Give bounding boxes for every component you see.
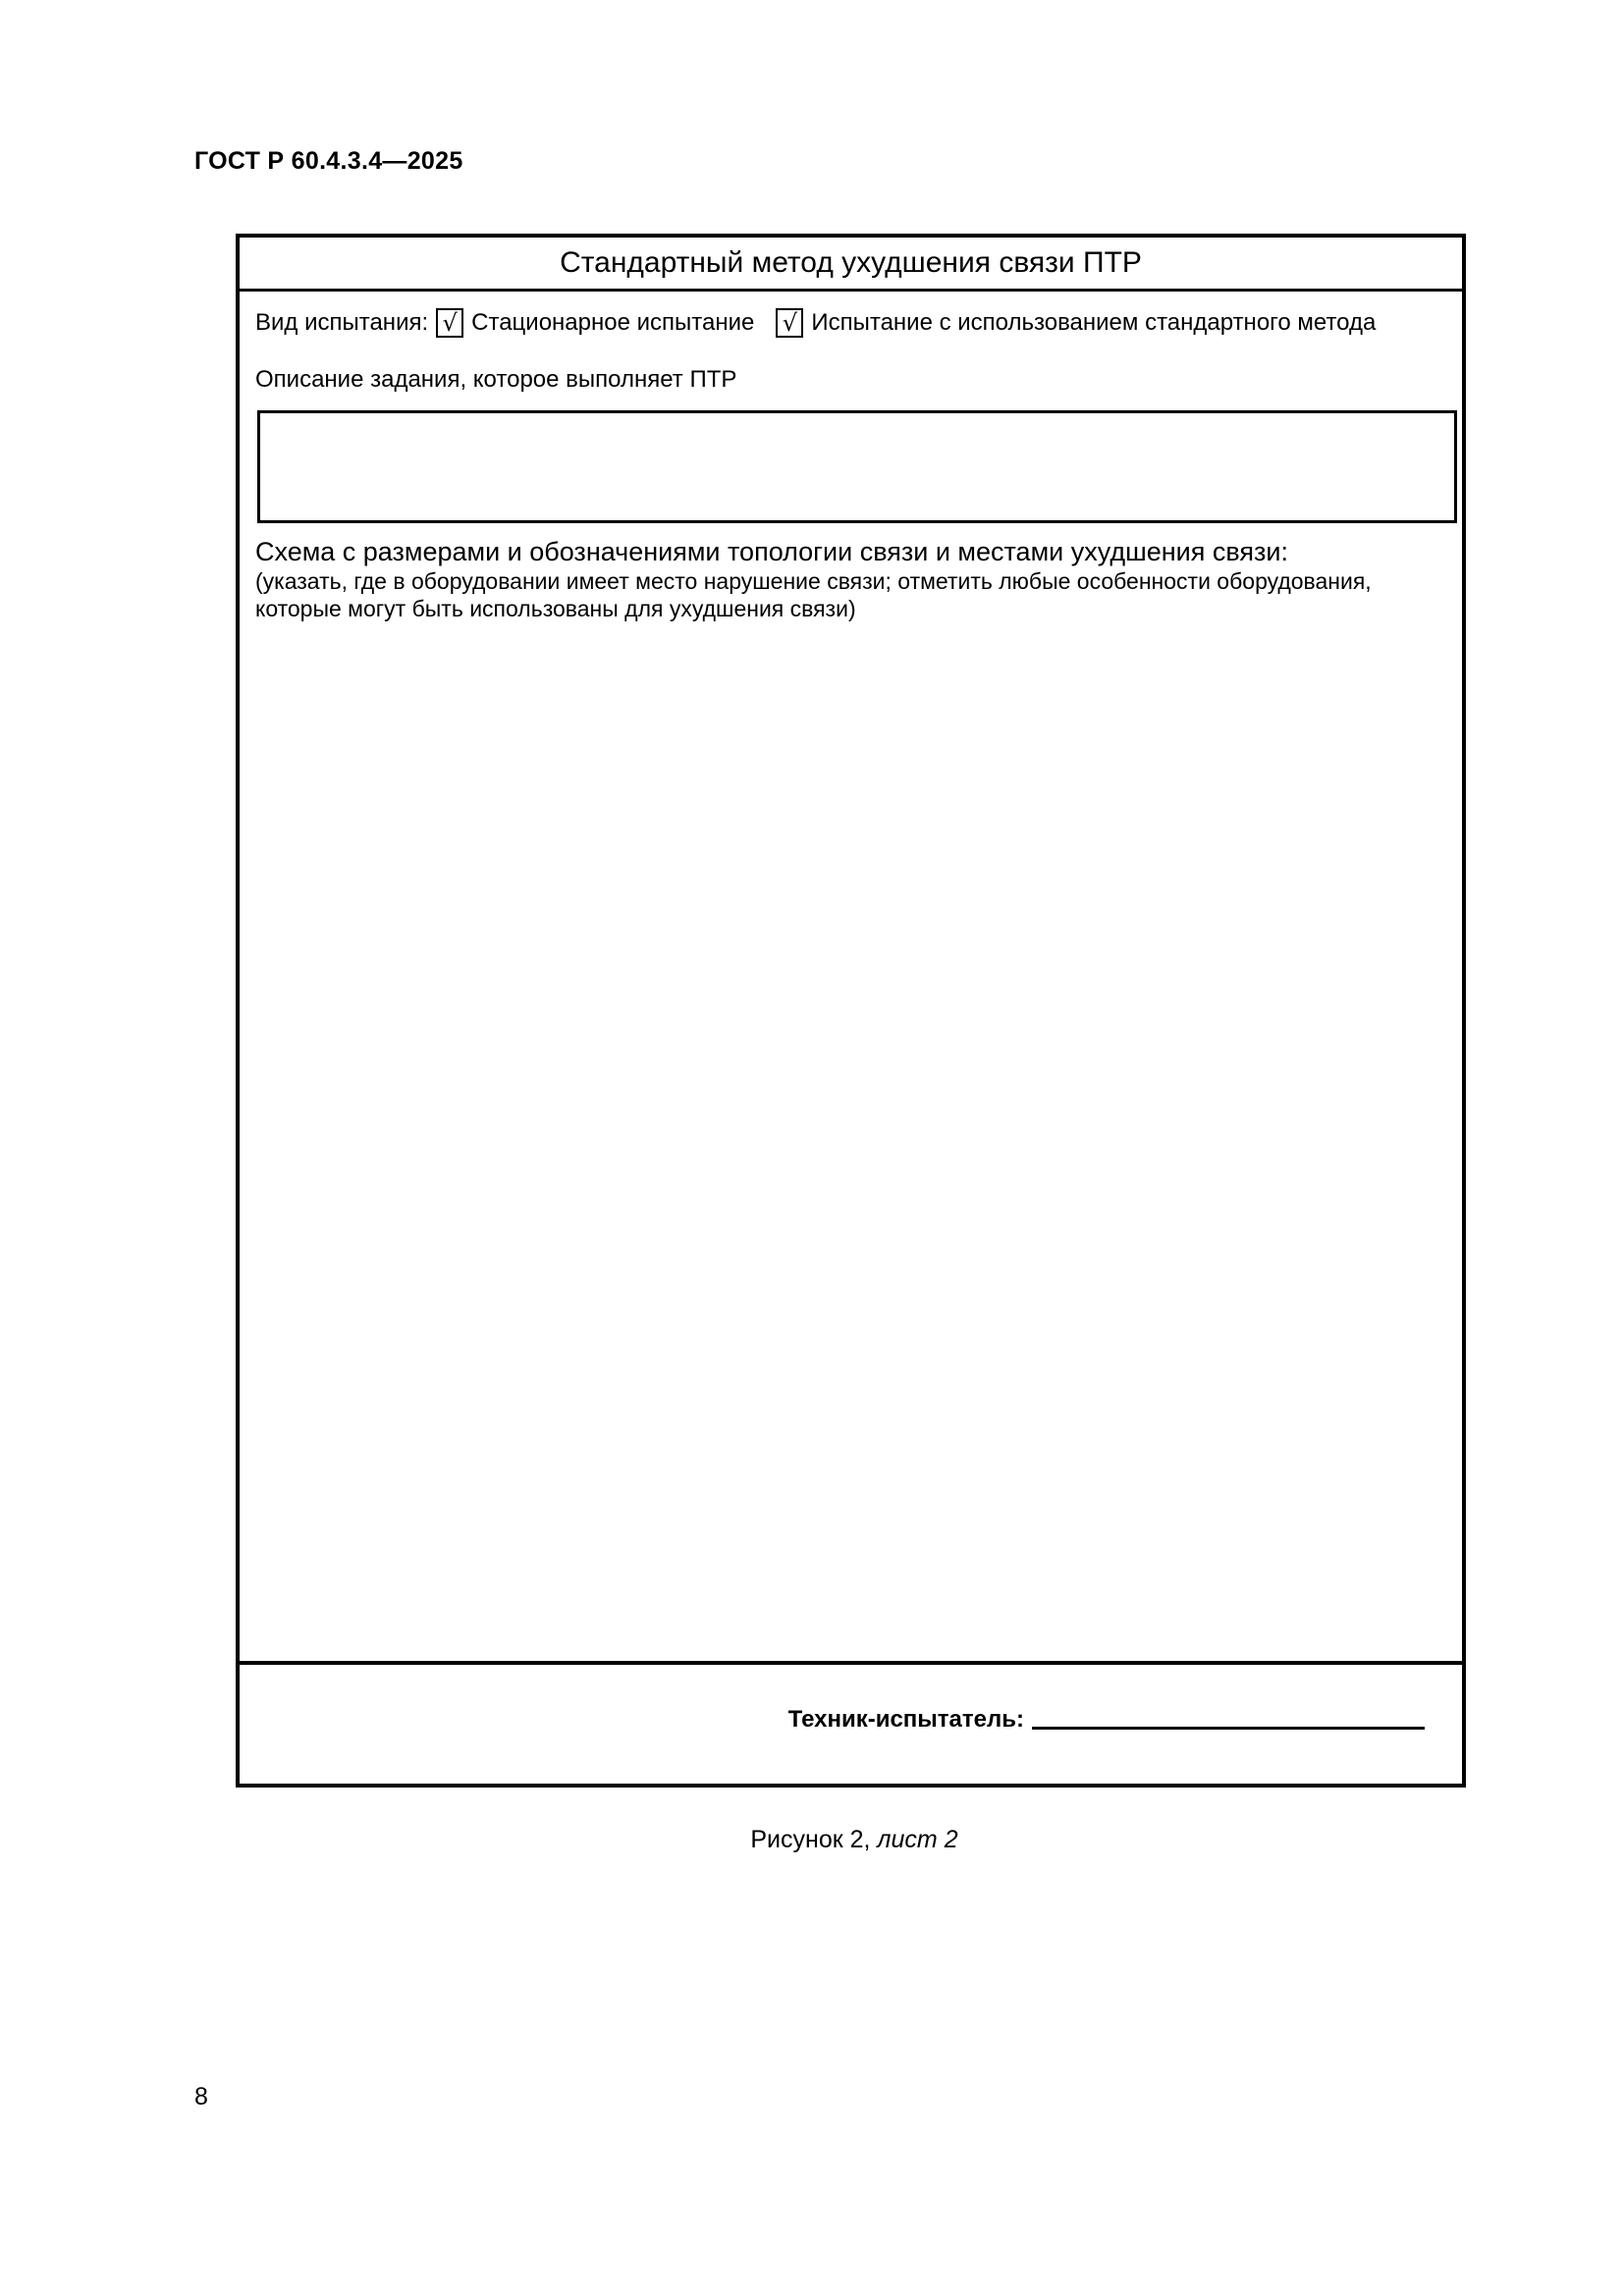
signature-divider <box>240 1661 1462 1665</box>
scheme-heading: Схема с размерами и обозначениями топологии связи и местами ухудшения связи: <box>255 537 1288 566</box>
document-id: ГОСТ Р 60.4.3.4—2025 <box>194 147 463 175</box>
test-type-row <box>255 306 1376 340</box>
task-description-field[interactable] <box>257 410 1457 523</box>
stationary-test-checkbox[interactable]: √ <box>436 308 463 338</box>
test-type-label: Вид испытания: <box>255 309 429 336</box>
form-frame <box>236 234 1466 1788</box>
stationary-test-label: Стационарное испытание <box>471 309 755 336</box>
caption-sheet: лист 2 <box>877 1826 958 1853</box>
figure-caption <box>0 1826 1624 1854</box>
technician-signature-line[interactable] <box>1032 1727 1425 1730</box>
signature-row <box>788 1706 1425 1734</box>
standard-method-checkbox[interactable]: √ <box>776 308 803 338</box>
technician-label: Техник-испытатель: <box>787 1706 1024 1733</box>
standard-method-label: Испытание с использованием стандартного метода <box>811 309 1377 336</box>
form-title: Стандартный метод ухудшения связи ПТР <box>240 238 1462 292</box>
scheme-note: (указать, где в оборудовании имеет место нарушение связи; отметить любые особенности оборудования, которые могут быть использованы для ухудшения связи) <box>255 568 1372 621</box>
task-description-label: Описание задания, которое выполняет ПТР <box>255 366 737 393</box>
page-number: 8 <box>194 2083 208 2110</box>
caption-text: Рисунок 2, <box>750 1826 871 1853</box>
